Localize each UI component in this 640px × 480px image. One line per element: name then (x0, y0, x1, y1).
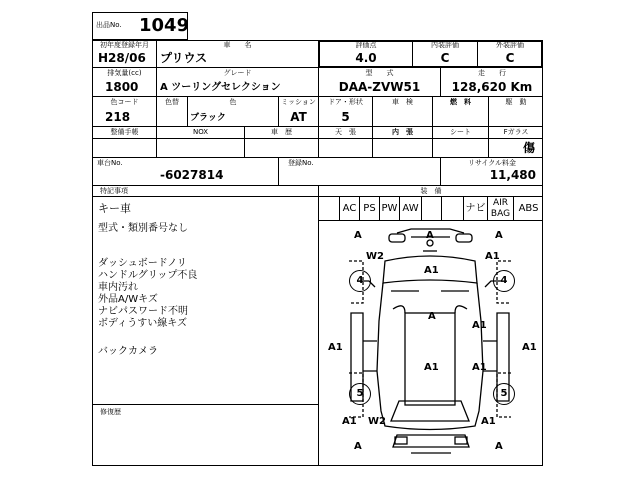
tire-rear-right: 5 (493, 383, 515, 405)
tire-front-left: 4 (349, 270, 371, 292)
lot-value: 1049 (139, 15, 190, 36)
equip-blank (442, 197, 464, 221)
doors-value: 5 (341, 110, 350, 124)
mission-label: ミッション (281, 98, 316, 106)
mark-a1-bottom-right: A1 (481, 416, 496, 427)
lot-label: 出品No. (96, 21, 122, 29)
interior-lining-label: 内 張 (392, 128, 413, 136)
windshield-value: 傷 (522, 141, 535, 155)
notes-label: 特記事項 (100, 187, 128, 195)
history-label: 車 歴 (271, 128, 292, 136)
repair-history-label: 修復歴 (100, 408, 121, 416)
tire-rear-left: 5 (349, 383, 371, 405)
mark-front-right: A (495, 230, 503, 241)
mark-a1-top-right: A1 (485, 251, 500, 262)
recycle-label: リサイクル料金 (467, 159, 517, 167)
mark-front-center: A (426, 230, 434, 241)
reg-label: 初年度登録年月 (100, 41, 149, 49)
displacement-value: 1800 (105, 80, 139, 94)
mark-rear-right: A (495, 441, 503, 452)
note-line: キー車 (98, 202, 131, 215)
equip-ps: PS (360, 197, 380, 221)
mark-a-roof: A (428, 311, 436, 322)
mark-w2-bottom: W2 (368, 416, 386, 427)
note-line: ナビパスワード不明 (98, 306, 188, 317)
drive-label: 駆 動 (505, 98, 527, 106)
service-book-label: 整備手帳 (110, 128, 139, 136)
name-label: 車 名 (223, 41, 252, 49)
chassis-label: 車台No. (97, 159, 123, 167)
mark-a1-rear-right: A1 (472, 362, 487, 373)
equip-aw: AW (400, 197, 422, 221)
mileage-label: 走 行 (478, 69, 506, 77)
equip-airbag: AIR BAG (488, 197, 514, 221)
lot-box (92, 12, 188, 40)
tire-front-right: 4 (493, 270, 515, 292)
registration-label: 登録No. (288, 159, 314, 167)
color-label: 色 (229, 98, 237, 106)
car-diagram (319, 221, 542, 465)
doors-label: ドア・形状 (328, 98, 363, 106)
equip-blank (422, 197, 442, 221)
seat-label: シート (450, 128, 471, 136)
color-code-label: 色コード (110, 98, 139, 106)
roof-lining-label: 天 張 (335, 128, 356, 136)
equipment-row (318, 197, 543, 221)
note-line: バックカメラ (98, 346, 158, 357)
note-line: 車内汚れ (98, 282, 138, 293)
equip-navi: ナビ (464, 197, 488, 221)
equip-ac: AC (340, 197, 360, 221)
fuel-label: 燃 料 (450, 98, 471, 106)
mark-w2-top: W2 (366, 251, 384, 262)
mark-a1-bottom-left: A1 (342, 416, 357, 427)
note-line: ボディうすい線キズ (98, 318, 187, 329)
equip-blank (318, 197, 340, 221)
mark-a1-hood: A1 (424, 265, 439, 276)
mission-value: AT (290, 110, 307, 124)
reg-value: H28/06 (98, 51, 146, 65)
color-change-label: 色替 (165, 98, 179, 106)
grade-value: A ツーリングセレクション (160, 82, 281, 93)
color-value: ブラック (190, 113, 226, 123)
note-line: 外品A/Wキズ (98, 294, 158, 305)
interior-score-label: 内装評価 (431, 41, 459, 49)
mileage-value: 128,620 Km (451, 80, 533, 94)
note-line: 型式・類別番号なし (98, 223, 188, 234)
note-line: ハンドルグリップ不良 (98, 270, 198, 281)
note-line: ダッシュボードノリ (98, 258, 187, 269)
grade-label: グレード (223, 69, 252, 77)
model-value: DAA-ZVW51 (338, 80, 421, 94)
recycle-value: 11,480 (489, 168, 536, 182)
exterior-score-label: 外装評価 (496, 41, 524, 49)
score-value: 4.0 (355, 51, 377, 65)
score-label: 評価点 (355, 41, 377, 49)
name-value: プリウス (160, 51, 208, 65)
windshield-label: Fガラス (503, 128, 529, 136)
mark-rear-left: A (354, 441, 362, 452)
nox-label: NOX (192, 128, 209, 136)
color-code-value: 218 (105, 110, 131, 124)
exterior-score-value: C (505, 51, 515, 65)
interior-score-value: C (440, 51, 450, 65)
inspection-label: 車 検 (392, 98, 413, 106)
mark-front-left: A (354, 230, 362, 241)
model-label: 型 式 (365, 69, 394, 77)
mark-a1-right-door: A1 (472, 320, 487, 331)
mark-a1-right: A1 (522, 342, 537, 353)
mark-a1-left: A1 (328, 342, 343, 353)
equip-abs: ABS (518, 203, 539, 214)
chassis-value: -6027814 (160, 168, 224, 182)
equip-pw: PW (380, 197, 400, 221)
mark-a1-trunk: A1 (424, 362, 439, 373)
equipment-label: 装 備 (420, 187, 442, 195)
displacement-label: 排気量(cc) (107, 69, 142, 77)
